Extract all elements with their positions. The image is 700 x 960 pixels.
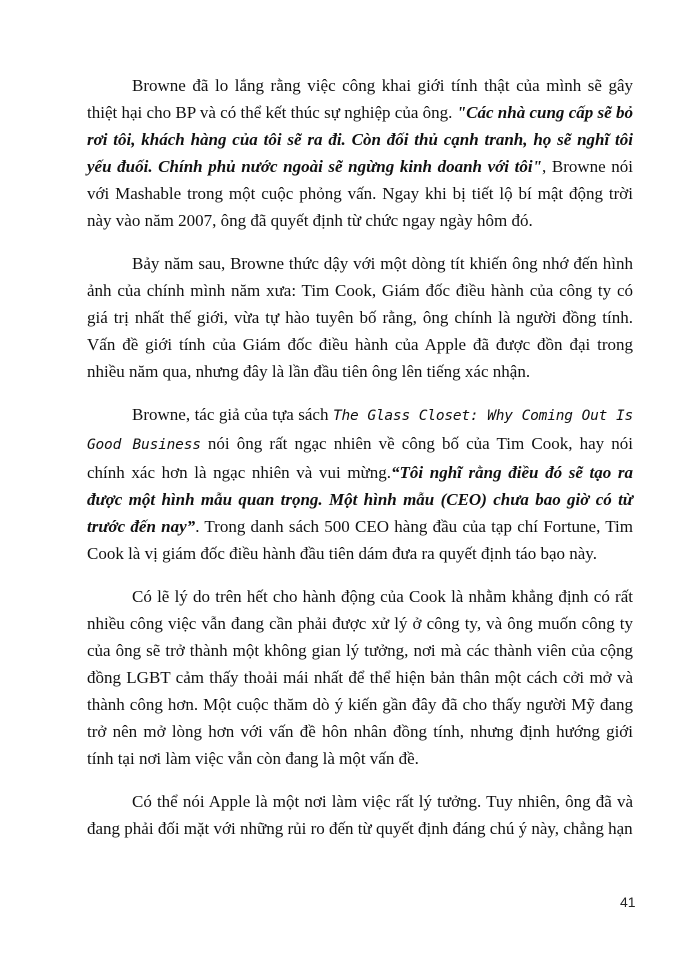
text-segment: nói ông rất ngạc nhiên về công bố của Tim Cook, hay nói chính xác hơn là ngạc nhiên và vui mừng. <box>87 434 633 482</box>
role-model-quote: “Tôi nghĩ rằng điều đó sẽ tạo ra được một hình mẫu quan trọng. Một hình mẫu (CEO) chưa bao giờ có từ trước đến nay” <box>87 463 633 536</box>
paragraph-browne-fears <box>87 72 633 234</box>
paragraph-apple-risks <box>87 788 633 842</box>
paragraph-tim-cook-announcement <box>87 250 633 385</box>
text-segment: Browne, tác giả của tựa sách <box>132 405 333 424</box>
page-number: 41 <box>620 894 636 910</box>
paragraph-glass-closet <box>87 401 633 567</box>
text-segment: Có thể nói Apple là một nơi làm việc rất lý tưởng. Tuy nhiên, ông đã và đang phải đối mặt với những rủi ro đến từ quyết định đáng chú ý này, chẳng hạn <box>87 792 633 838</box>
text-segment: . Trong danh sách 500 CEO hàng đầu của tạp chí Fortune, Tim Cook là vị giám đốc điều hành đầu tiên dám đưa ra quyết định táo bạo này. <box>87 517 634 563</box>
book-title: The Glass Closet: Why Coming Out Is Good Business <box>87 408 634 453</box>
paragraph-lgbt-workplace <box>87 583 633 772</box>
text-segment: Có lẽ lý do trên hết cho hành động của Cook là nhằm khẳng định có rất nhiều công việc vẫn đang cần phải được xử lý ở công ty, và ông muốn công ty của ông sẽ trở thành một không gian lý tưởng, nơi mà các thành viên của cộng đồng LGBT cảm thấy thoải mái nhất để thể hiện bản thân một cách cởi mở và thành công hơn. Một cuộc thăm dò ý kiến gần đây đã cho thấy người Mỹ đang trở nên mở lòng hơn với vấn đề hôn nhân đồng tính, nhưng định hướng giới tính tại nơi làm việc vẫn còn đang là một vấn đề. <box>87 587 633 768</box>
body-text <box>87 72 633 858</box>
text-segment: Bảy năm sau, Browne thức dậy với một dòng tít khiến ông nhớ đến hình ảnh của chính mình năm xưa: Tim Cook, Giám đốc điều hành của công ty có giá trị nhất thế giới, vừa tự hào tuyên bố rằng, ông chính là người đồng tính. Vấn đề giới tính của Giám đốc điều hành của Apple đã được đồn đại trong nhiều năm qua, nhưng đây là lần đầu tiên ông lên tiếng xác nhận. <box>87 254 633 381</box>
browne-quote: "Các nhà cung cấp sẽ bỏ rơi tôi, khách hàng của tôi sẽ ra đi. Còn đối thủ cạnh tranh, họ sẽ nghĩ tôi yếu đuối. Chính phủ nước ngoài sẽ ngừng kinh doanh với tôi" <box>87 103 633 176</box>
text-segment: , Browne nói với Mashable trong một cuộc phỏng vấn. Ngay khi bị tiết lộ bí mật động trời này vào năm 2007, ông đã quyết định từ chức ngay ngày hôm đó. <box>87 157 633 230</box>
text-segment: Browne đã lo lắng rằng việc công khai giới tính thật của mình sẽ gây thiệt hại cho BP và có thể kết thúc sự nghiệp của ông. <box>87 76 633 122</box>
